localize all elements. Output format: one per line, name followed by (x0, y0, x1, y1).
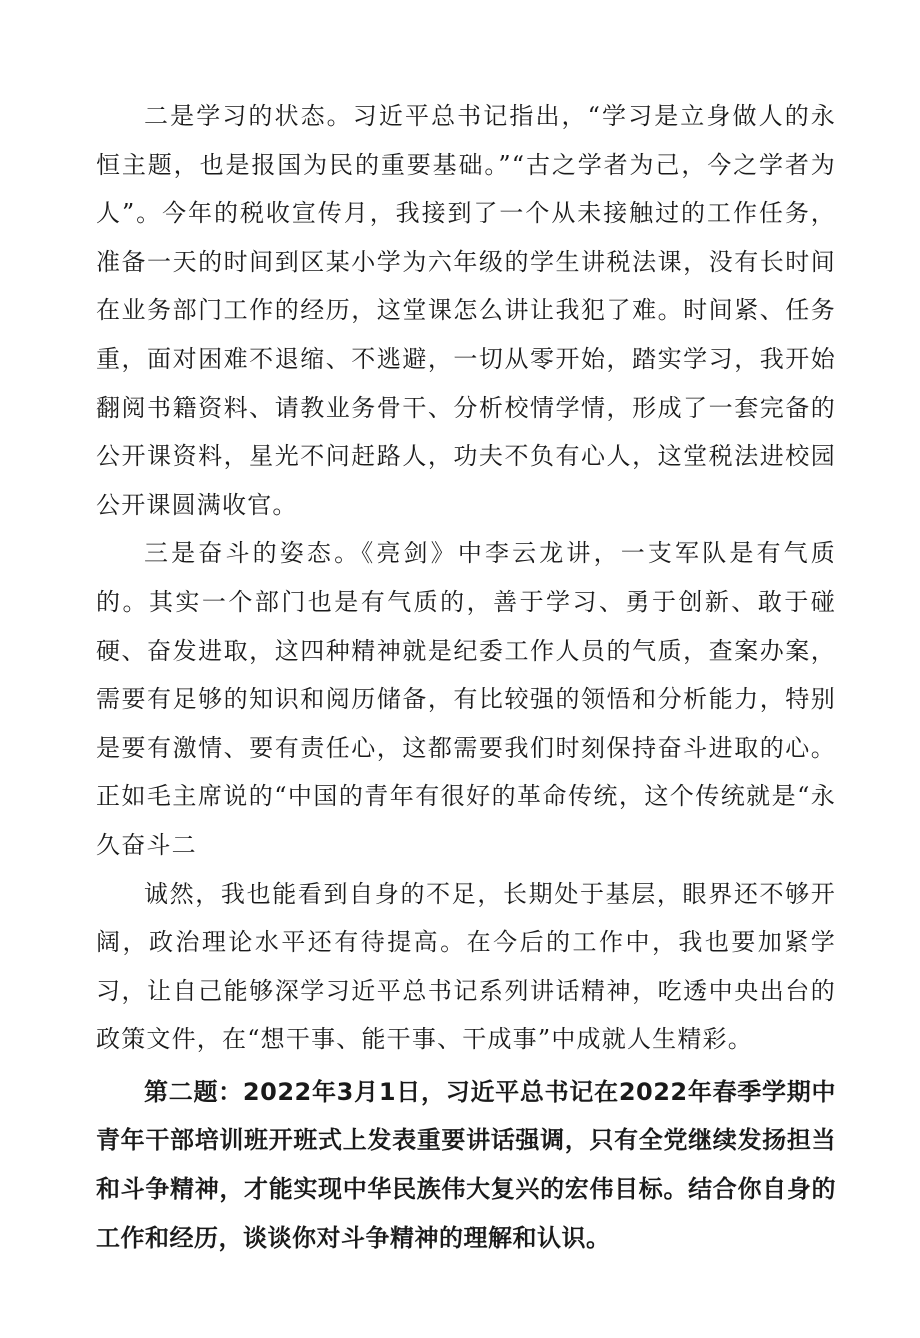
document-page (96, 92, 836, 1262)
paragraph-study-state: 二是学习的状态。习近平总书记指出，“学习是立身做人的永恒主题，也是报国为民的重要基础。”“古之学者为己，今之学者为人”。今年的税收宣传月，我接到了一个从未接触过的工作任务，准备一天的时间到区某小学为六年级的学生讲税法课，没有长时间在业务部门工作的经历，这堂课怎么讲让我犯了难。时间紧、任务重，面对困难不退缩、不逃避，一切从零开始，踏实学习，我开始翻阅书籍资料、请教业务骨干、分析校情学情，形成了一套完备的公开课资料，星光不问赶路人，功夫不负有心人，这堂税法进校园公开课圆满收官。 (96, 102, 836, 519)
paragraph-self-reflection: 诚然，我也能看到自身的不足，长期处于基层，眼界还不够开阔，政治理论水平还有待提高。在今后的工作中，我也要加紧学习，让自己能够深学习近平总书记系列讲话精神，吃透中央出台的政策文件，在“想干事、能干事、干成事”中成就人生精彩。 (96, 879, 836, 1054)
question-two: 第二题：2022年3月1日，习近平总书记在2022年春季学期中青年干部培训班开班式上发表重要讲话强调，只有全党继续发扬担当和斗争精神，才能实现中华民族伟大复兴的宏伟目标。结合你自身的工作和经历，谈谈你对斗争精神的理解和认识。 (96, 1077, 836, 1252)
paragraph-struggle-attitude: 三是奋斗的姿态。《亮剑》中李云龙讲，一支军队是有气质的。其实一个部门也是有气质的，善于学习、勇于创新、敢于碰硬、奋发进取，这四种精神就是纪委工作人员的气质，查案办案，需要有足够的知识和阅历储备，有比较强的领悟和分析能力，特别是要有激情、要有责任心，这都需要我们时刻保持奋斗进取的心。正如毛主席说的“中国的青年有很好的革命传统，这个传统就是“永久奋斗二 (96, 539, 836, 859)
